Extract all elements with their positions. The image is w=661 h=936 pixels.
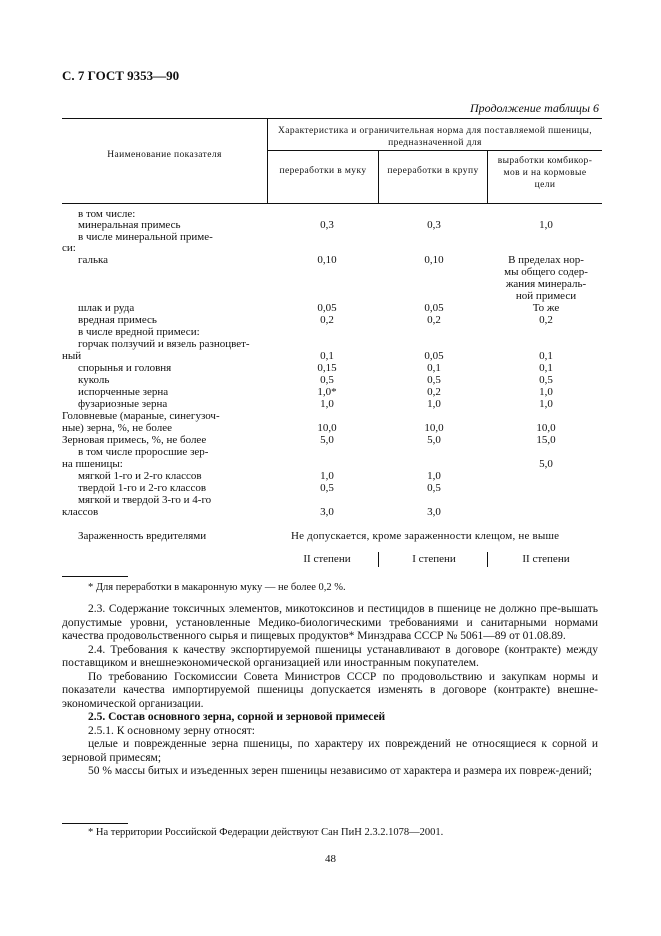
table-head-col1: переработки в муку (279, 166, 367, 176)
row-value-col3: 15,0 (536, 434, 556, 446)
table-row (62, 242, 602, 254)
row-value-col1: 0,1 (320, 350, 334, 362)
row-label: на пшеницы: (62, 458, 123, 470)
row-label: спорынья и головня (78, 362, 172, 374)
table-head-col3-line1: выработки комбикор- (497, 156, 593, 166)
infestation-label: Зараженность вредителями (78, 530, 207, 542)
row-value-col1: 1,0 (320, 470, 334, 482)
table-head-col3 (488, 155, 602, 191)
row-label: в числе минеральной приме- (78, 231, 213, 243)
row-label: шлак и руда (78, 302, 135, 314)
infestation-col2: I степени (412, 553, 456, 565)
paragraph-whole-grains: целые и поврежденные зерна пшеницы, по характеру их повреждений не относящиеся к сорной и зерновой примесям; (62, 738, 598, 764)
row-label: Зерновая примесь, %, не более (62, 434, 207, 446)
table-row (62, 386, 602, 398)
row-value-col3: жания минераль- (505, 278, 587, 290)
row-label: классов (62, 506, 99, 518)
row-label: ный (62, 350, 82, 362)
row-value-col3: 0,2 (539, 314, 553, 326)
table-row (62, 278, 602, 290)
table-header-divider (267, 150, 602, 151)
row-label: куколь (78, 374, 110, 386)
table-head-col2: переработки в крупу (387, 166, 479, 176)
row-value-col1: 0,5 (320, 482, 334, 494)
row-value-col3: То же (532, 302, 560, 314)
footnote-rule-1 (62, 576, 128, 577)
row-value-col1: 1,0* (317, 386, 337, 398)
row-value-col3: ной примеси (515, 290, 577, 302)
row-value-col2: 0,05 (424, 350, 444, 362)
row-label: ные) зерна, %, не более (62, 422, 172, 434)
page-header: С. 7 ГОСТ 9353—90 (62, 68, 180, 83)
page-number: 48 (325, 853, 336, 865)
row-value-col1: 0,2 (320, 314, 334, 326)
paragraph-2-4: 2.4. Требования к качеству экспортируемой пшеницы устанавливают в договоре (контракте) между поставщиком и внешнеэкономической организацией или иностранным покупателем. (62, 643, 598, 669)
row-value-col3: 1,0 (539, 386, 553, 398)
row-value-col1: 0,10 (317, 254, 337, 266)
paragraph-2-3: 2.3. Содержание токсичных элементов, микотоксинов и пестицидов в пшенице не должно пре-вышать допустимые уровни, установленные Медико-биологическими требованиями и санитарными нормами качества продовольственного сырья и пищевых продуктов* Минздрава СССР № 5061—89 от 01.08.89. (62, 603, 598, 642)
row-value-col2: 0,10 (424, 254, 444, 266)
infestation-text: Не допускается, кроме зараженности клещом, не выше (291, 530, 560, 542)
row-value-col3: 0,1 (539, 350, 553, 362)
row-value-col2: 5,0 (427, 434, 441, 446)
table-row (62, 506, 602, 518)
infestation-col3: II степени (522, 553, 570, 565)
row-label: минеральная примесь (78, 219, 181, 231)
table-row (62, 290, 602, 302)
table-top-rule (62, 118, 602, 119)
table-head-group-line2: предназначенной для (388, 138, 482, 148)
row-label: Головневые (мараные, синегузоч- (62, 410, 220, 422)
row-value-col3: 10,0 (536, 422, 556, 434)
table-row (62, 350, 602, 362)
table-row (62, 254, 602, 266)
table-row (62, 494, 602, 506)
table-row (62, 422, 602, 434)
row-value-col3: 5,0 (539, 458, 553, 470)
row-label: твердой 1-го и 2-го классов (78, 482, 207, 494)
row-value-col1: 0,3 (320, 219, 334, 231)
row-value-col1: 0,5 (320, 374, 334, 386)
infestation-col1: II степени (303, 553, 351, 565)
paragraph-goskomissiya: По требованию Госкомиссии Совета Министров СССР по продовольствию и закупкам нормы и показатели качества импортируемой пшеницы допускается изменять в договоре (контракте) внешне-экономической организации. (62, 670, 598, 710)
table-head-col3-line3: цели (534, 180, 556, 190)
row-label: си: (62, 242, 76, 254)
table-head-group (268, 125, 602, 149)
row-label: мягкой 1-го и 2-го классов (78, 470, 202, 482)
table-row (62, 338, 602, 350)
row-value-col2: 0,2 (427, 386, 441, 398)
row-label: горчак ползучий и вязель разноцвет- (78, 338, 250, 350)
table-head-col3-line2: мов и на кормовые (503, 168, 587, 178)
table-continuation-label: Продолжение таблицы 6 (469, 101, 599, 115)
paragraph-broken-grains: 50 % массы битых и изъеденных зерен пшеницы независимо от характера и размера их повреж-дений; (88, 765, 592, 777)
table-head-group-line1: Характеристика и ограничительная норма для поставляемой пшеницы, (277, 126, 593, 136)
row-value-col2: 1,0 (427, 398, 441, 410)
row-label: в том числе: (78, 208, 136, 220)
table-row (62, 482, 602, 494)
row-value-col3: 0,5 (539, 374, 553, 386)
row-label: фузариозные зерна (78, 398, 168, 410)
table-row (62, 434, 602, 446)
row-value-col1: 0,05 (317, 302, 337, 314)
row-value-col3: 1,0 (539, 398, 553, 410)
row-value-col2: 1,0 (427, 470, 441, 482)
table-head-name: Наименование показателя (107, 150, 222, 160)
row-value-col2: 0,05 (424, 302, 444, 314)
row-value-col2: 0,2 (427, 314, 441, 326)
degree-tick-2 (487, 552, 488, 567)
row-value-col2: 0,5 (427, 482, 441, 494)
table-header-bottom-rule (62, 203, 602, 204)
row-value-col3: 0,1 (539, 362, 553, 374)
row-value-col1: 1,0 (320, 398, 334, 410)
table-row (62, 266, 602, 278)
footnote-macaroni: * Для переработки в макаронную муку — не более 0,2 %. (88, 582, 346, 593)
paragraph-2-5-1: 2.5.1. К основному зерну относят: (88, 724, 255, 737)
row-label: в том числе проросшие зер- (78, 446, 209, 458)
row-value-col2: 0,3 (427, 219, 441, 231)
row-value-col1: 0,15 (317, 362, 337, 374)
row-label: мягкой и твердой 3-го и 4-го (78, 494, 212, 506)
table-row (62, 410, 602, 422)
section-title-2-5: 2.5. Состав основного зерна, сорной и зерновой примесей (88, 711, 386, 723)
table-col-divider-2 (378, 150, 379, 204)
row-value-col1: 10,0 (317, 422, 337, 434)
table-row (62, 326, 602, 338)
table-row-infestation (62, 530, 602, 542)
row-value-col3: 1,0 (539, 219, 553, 231)
table-row (62, 458, 602, 470)
row-value-col3: мы общего содер- (504, 266, 588, 278)
row-label: вредная примесь (78, 314, 157, 326)
row-value-col2: 0,5 (427, 374, 441, 386)
degree-tick-1 (378, 552, 379, 567)
row-label: в числе вредной примеси: (78, 326, 200, 338)
footnote-rule-2 (62, 823, 128, 824)
table-row (62, 470, 602, 482)
table-row (62, 219, 602, 231)
table-row (62, 302, 602, 314)
paragraph-block-1 (62, 603, 598, 779)
row-value-col2: 3,0 (427, 506, 441, 518)
table-row (62, 314, 602, 326)
row-value-col1: 3,0 (320, 506, 334, 518)
table-row-infestation-degree (62, 553, 602, 565)
table-row (62, 362, 602, 374)
table-row (62, 374, 602, 386)
row-value-col3: В пределах нор- (508, 254, 584, 266)
footnote-sanpin: * На территории Российской Федерации действуют Сан ПиН 2.3.2.1078—2001. (88, 827, 444, 838)
table-row (62, 398, 602, 410)
row-value-col2: 10,0 (424, 422, 444, 434)
table-row (62, 446, 602, 458)
row-label: галька (78, 254, 109, 266)
row-value-col1: 5,0 (320, 434, 334, 446)
row-label: испорченные зерна (78, 386, 169, 398)
row-value-col2: 0,1 (427, 362, 441, 374)
